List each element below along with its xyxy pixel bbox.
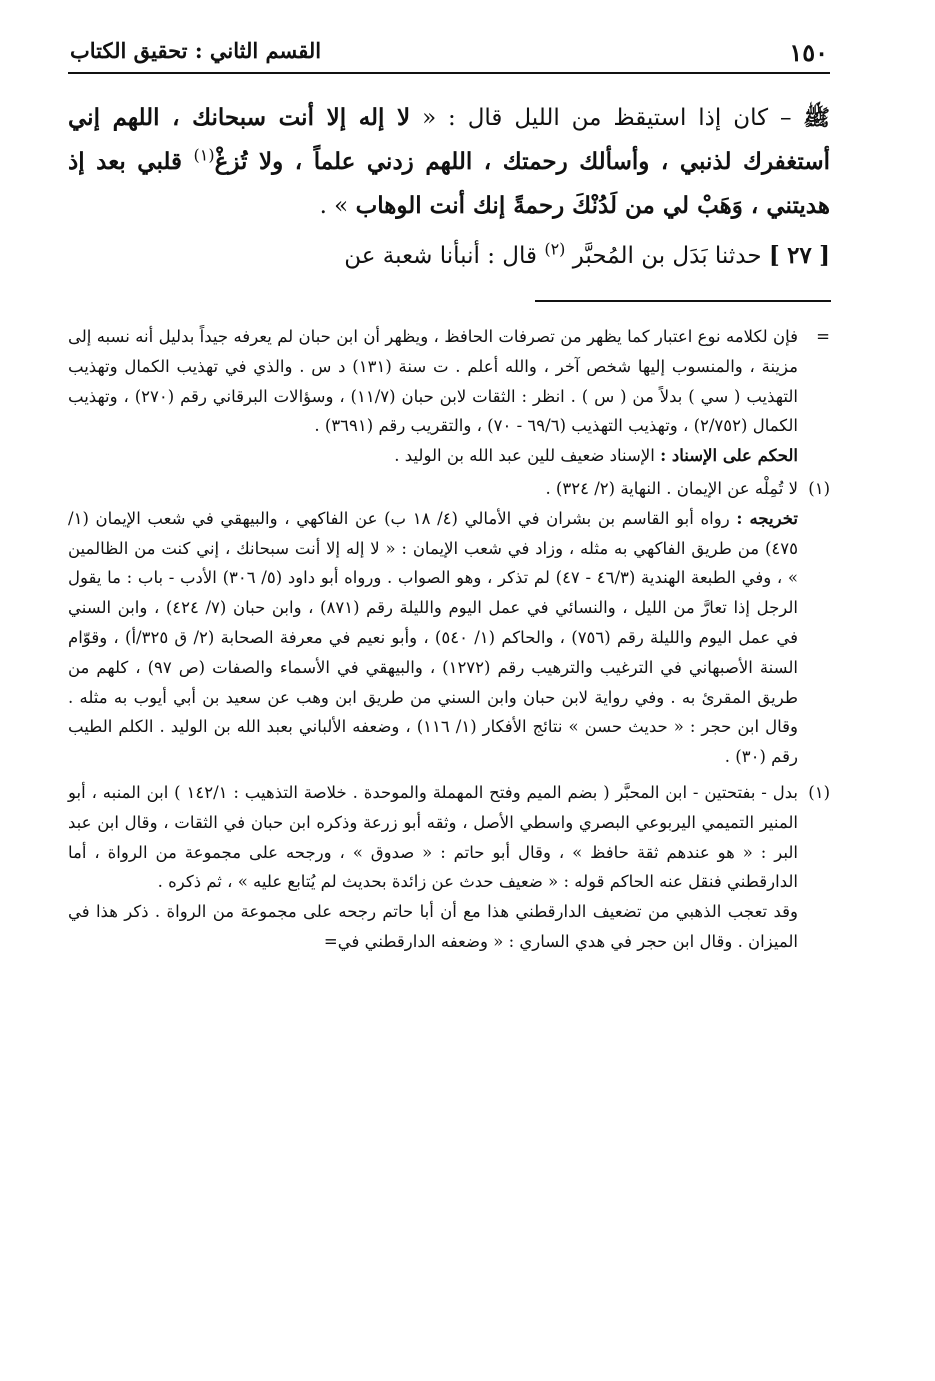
salawat-glyph: ﷺ	[803, 105, 830, 131]
footnote-2-text: بدل - بفتحتين - ابن المحبَّر ( بضم الميم وفتح المهملة والموحدة . خلاصة التذهيب : ١٤٢/١ ) ابن المنبه ، أبو المنير التميمي اليربوعي البصري واسطي الأصل ، وثقه أبو زرعة وذكره ابن حبان في الثقات ، وقال ابن عبد البر : « هو عندهم ثقة حافظ » ، وقال أبو حاتم : « صدوق » ، ورجحه على مجموعة من الرواة ، أما الدارقطني فنقل عنه الحاكم قوله : « ضعيف حدث عن زائدة بحديث لم يُتابع عليه » ، ثم ذكره .	[68, 782, 798, 892]
isnad-text-2: قال : أنبأنا شعبة عن	[344, 243, 545, 269]
footnote-continuation	[68, 322, 830, 471]
takhrij-paragraph	[68, 504, 798, 772]
hadith-close: » .	[319, 193, 356, 219]
hukm-text: الإسناد ضعيف للين عبد الله بن الوليد .	[394, 446, 661, 466]
continuation-marker: =	[816, 327, 830, 346]
chain-bracket-open: [	[819, 242, 830, 269]
footnote-separator	[535, 300, 831, 302]
hadith-number: ٢٧	[787, 242, 812, 269]
footnote-1-text: لا تُمِلْه عن الإيمان . النهاية (٢/ ٣٢٤) .	[545, 478, 798, 498]
footnotes	[68, 322, 830, 957]
footnote-2-marker: (١)	[808, 782, 830, 802]
isnad-paragraph	[68, 234, 830, 278]
footnote-ref-1: (١)	[193, 145, 215, 165]
hukm-label: الحكم على الإسناد :	[660, 446, 798, 466]
continuation-text: فإن لكلامه نوع اعتبار كما يظهر من تصرفات الحافظ ، ويظهر أن ابن حبان لم يعرفه جيداً بدليل أنه نسبه إلى مزينة ، والمنسوب إليها شخص آخر ، والله أعلم . ت سنة (١٣١) د س . والذي في تهذيب الكمال وتهذيب التهذيب ( سي ) بدلاً من ( س ) . انظر : الثقات لابن حبان (١١/٧) ، وسؤالات البرقاني رقم (٢٧٠) ، وتهذيب الكمال (٢/٧٥٢) ، وتهذيب التهذيب (٦٩/٦ - ٧٠) ، والتقريب رقم (٣٦٩١) .	[68, 327, 799, 436]
hadith-dua-part-1: لا إله إلا أنت سبحانك ، اللهم إني أستغفرك لذنبي ، وأسألك رحمتك ، اللهم زدني علماً ، ولا تُزغْ	[68, 104, 830, 175]
isnad-text-1: حدثنا بَدَل بن المُحبَّر	[565, 243, 769, 269]
hukm-paragraph	[68, 441, 798, 471]
takhrij-label: تخريجه :	[736, 508, 798, 528]
page-header	[68, 34, 830, 74]
footnote-2-text-continued: وقد تعجب الذهبي من تضعيف الدارقطني هذا مع أن أبا حاتم رجحه على مجموعة من الرواة . ذكر هذا في الميزان . وقال ابن حجر في هدي الساري : « وضعفه الدارقطني في=	[68, 902, 798, 951]
main-text	[68, 96, 830, 278]
hadith-intro: – كان إذا استيقظ من الليل قال : «	[410, 105, 804, 131]
footnote-1	[68, 474, 830, 772]
footnote-ref-2: (٢)	[544, 239, 566, 259]
footnote-2	[68, 778, 830, 957]
running-title: القسم الثاني : تحقيق الكتاب	[70, 38, 322, 63]
page-number: ١٥٠	[789, 38, 828, 67]
hadith-paragraph	[68, 96, 830, 228]
hadith-dua-part-2: قلبي بعد إذ هديتني ، وَهَبْ لي من لَدُنْكَ رحمةً إنك أنت الوهاب	[68, 148, 830, 219]
chain-bracket-close: ]	[768, 242, 780, 269]
footnote-1-marker: (١)	[808, 478, 830, 498]
takhrij-text: رواه أبو القاسم بن بشران في الأمالي (٤/ ١٨ ب) عن الفاكهي ، والبيهقي في شعب الإيمان (١/ ٤٧٥) من طريق الفاكهي به مثله ، وزاد في شعب الإيمان : « لا إله إلا أنت سبحانك ، إني كنت من الظالمين » ، وفي الطبعة الهندية (٤٦/٣ - ٤٧) لم تذكر ، وهو الصواب . ورواه أبو داود (٥/ ٣٠٦) الأدب - باب : ما يقول الرجل إذا تعارَّ من الليل ، والنسائي في عمل اليوم والليلة رقم (٨٧١) ، وابن حبان (٧/ ٤٢٤) ، وابن السني في عمل اليوم والليلة رقم (٧٥٦) ، والحاكم (١/ ٥٤٠) ، وأبو نعيم في معرفة الصحابة (٢/ ق ٣٢٥/أ) ، وقوّام السنة الأصبهاني في الترغيب والترهيب رقم (١٢٧٢) ، والبيهقي في الأسماء والصفات (ص ٩٧) ، كلهم من طريق المقرئ به . وفي رواية لابن حبان وابن السني من طريق ابن وهب عن سعيد بن أبي أيوب به مثله . وقال ابن حجر : « حديث حسن » نتائج الأفكار (١/ ١١٦) ، وضعفه الألباني بعبد الله بن الوليد . الكلم الطيب رقم (٣٠) .	[68, 508, 799, 767]
